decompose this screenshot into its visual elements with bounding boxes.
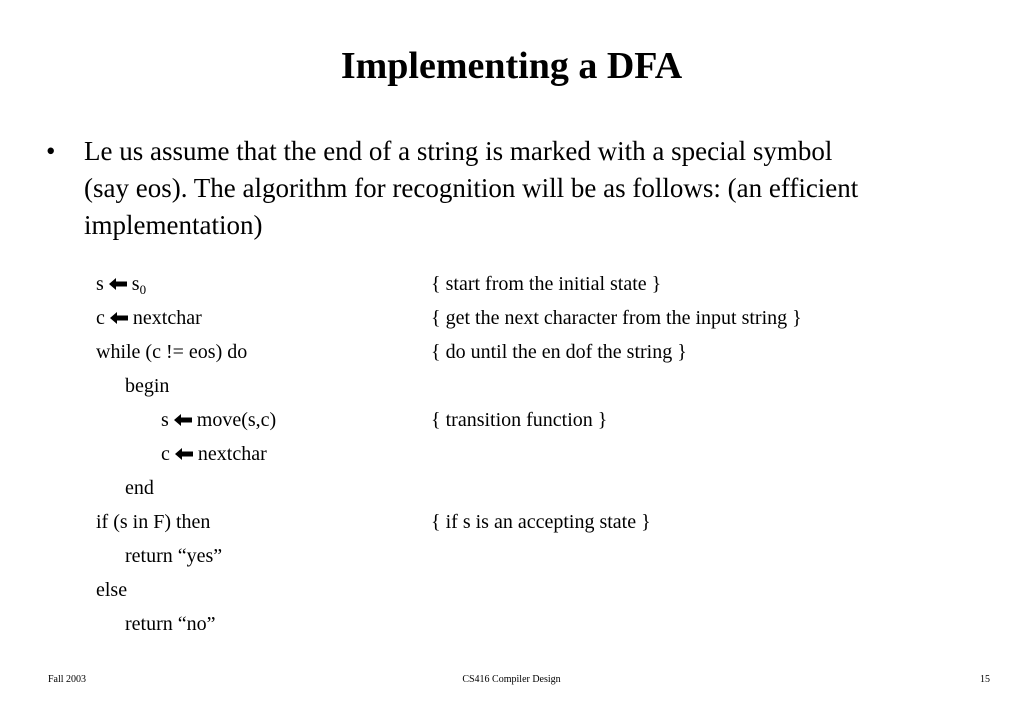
code-statement: return “no” [125, 613, 216, 635]
code-variable: s [96, 273, 104, 295]
code-line [96, 301, 956, 335]
footer-course: CS416 Compiler Design [462, 674, 561, 685]
code-variable: c [161, 443, 170, 465]
code-line [96, 335, 956, 369]
code-value: move(s,c) [196, 409, 277, 431]
code-value: s [131, 273, 140, 295]
code-line [96, 471, 956, 505]
code-variable: c [96, 307, 105, 329]
code-statement: return “yes” [125, 545, 223, 567]
code-line [96, 505, 956, 539]
code-line [96, 267, 956, 301]
bullet-line: Le us assume that the end of a string is marked with a special symbol [84, 136, 833, 166]
slide-title: Implementing a DFA [340, 45, 683, 87]
bullet-line: (say eos). The algorithm for recognition will be as follows: (an efficient [84, 173, 859, 203]
code-statement [161, 403, 276, 437]
bullet-line: implementation) [84, 210, 263, 240]
code-comment: { if s is an accepting state } [431, 511, 651, 533]
code-line [96, 369, 956, 403]
code-statement: while (c != eos) do [96, 341, 248, 363]
code-comment: { do until the en dof the string } [431, 341, 687, 363]
code-comment: { start from the initial state } [431, 273, 662, 295]
left-arrow-icon [109, 311, 129, 325]
left-arrow-icon [108, 277, 128, 291]
code-line [96, 403, 956, 437]
code-comment: { get the next character from the input string } [431, 307, 802, 329]
code-line [96, 539, 956, 573]
left-arrow-icon [173, 413, 193, 427]
code-statement [96, 267, 146, 301]
footer-date: Fall 2003 [48, 674, 87, 685]
bullet-text [84, 133, 1014, 244]
footer-page-number: 15 [980, 674, 990, 685]
code-value: nextchar [132, 307, 202, 329]
code-line [96, 607, 956, 641]
code-statement: if (s in F) then [96, 511, 211, 533]
code-variable: s [161, 409, 169, 431]
code-statement [161, 437, 267, 471]
code-statement: end [125, 477, 154, 499]
code-line [96, 573, 956, 607]
code-statement: begin [125, 375, 170, 397]
subscript: 0 [139, 282, 147, 297]
code-comment: { transition function } [431, 409, 608, 431]
code-statement [96, 301, 202, 335]
code-statement: else [96, 579, 128, 601]
code-line [96, 437, 956, 471]
bullet-marker: • [46, 136, 56, 166]
code-value: nextchar [197, 443, 267, 465]
left-arrow-icon [174, 447, 194, 461]
